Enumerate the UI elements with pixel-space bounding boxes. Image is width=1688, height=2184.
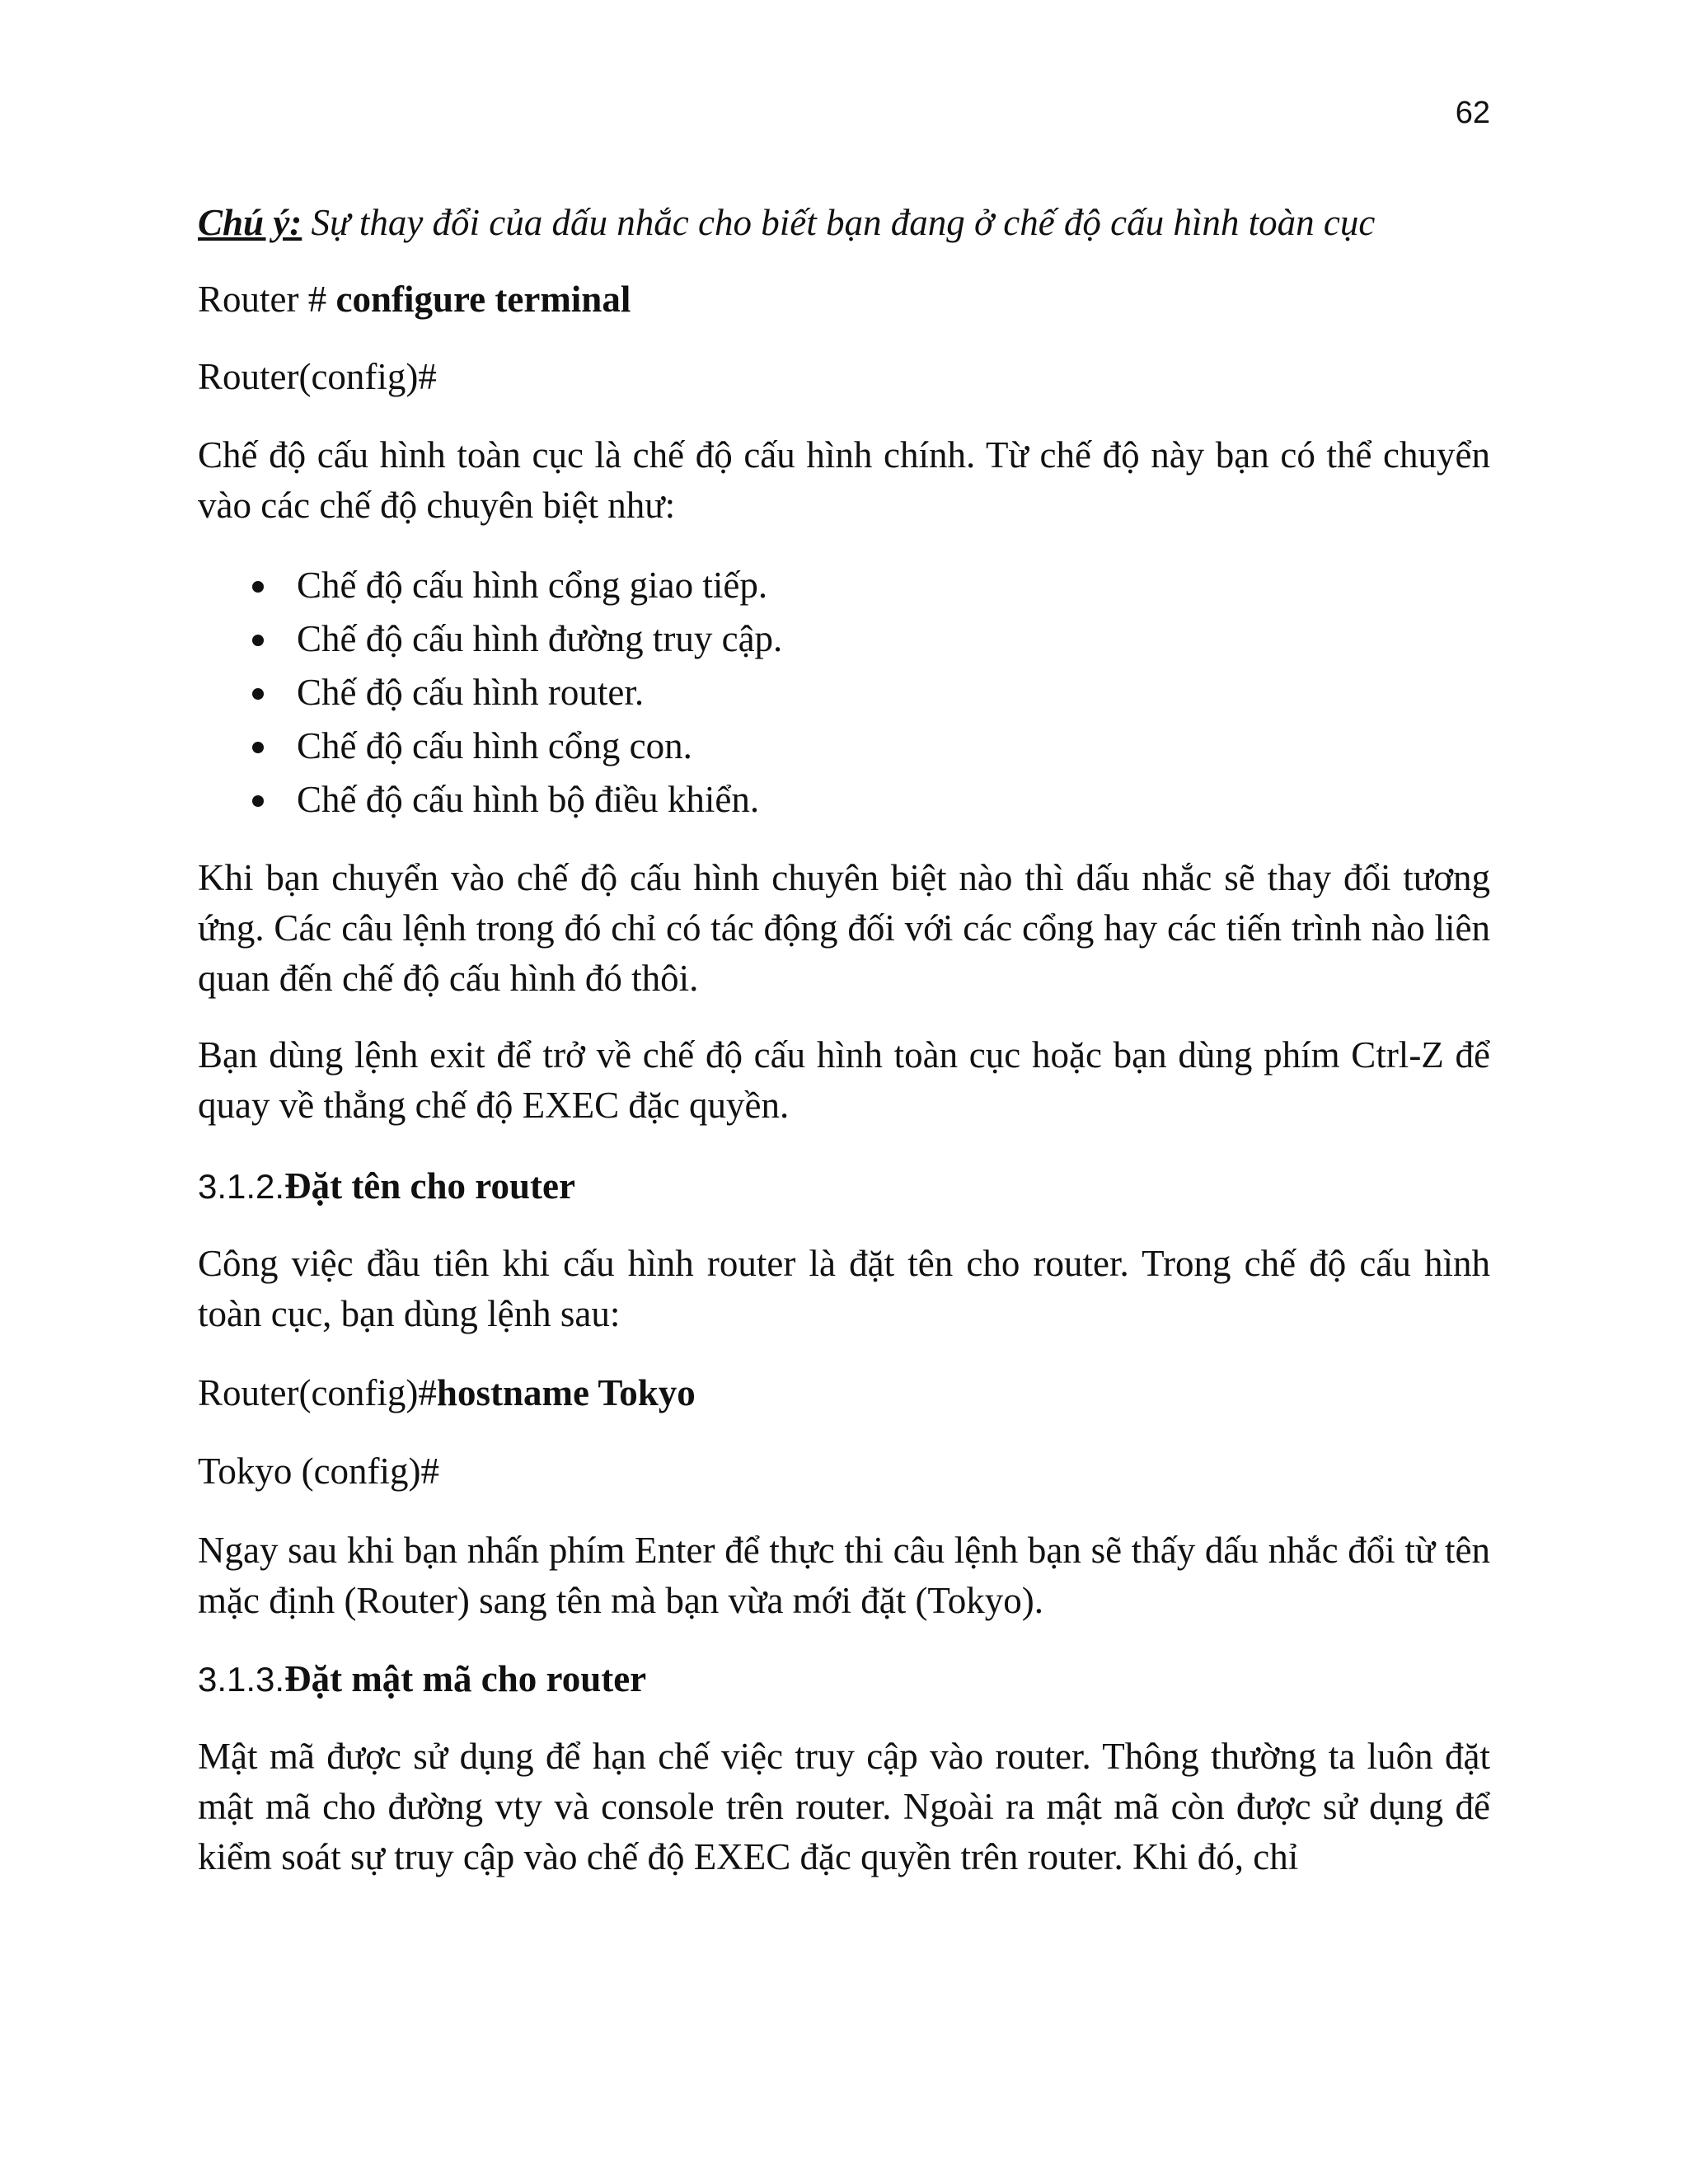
list-item-text: Chế độ cấu hình router. xyxy=(297,672,645,713)
bullet-icon xyxy=(252,742,264,753)
bullet-icon xyxy=(252,688,264,700)
paragraph-hostname-result: Ngay sau khi bạn nhấn phím Enter để thực thi câu lệnh bạn sẽ thấy dấu nhắc đổi từ tên mặc định (Router) sang tên mà bạn vừa mới đặt (Tokyo). xyxy=(198,1530,1490,1621)
command-prompt: Router(config)# xyxy=(198,1372,437,1413)
section-title: Đặt mật mã cho router xyxy=(284,1658,647,1699)
list-item xyxy=(198,668,1490,721)
list-item xyxy=(198,560,1490,614)
section-heading-3-1-2 xyxy=(198,1161,575,1220)
paragraph-global-config: Chế độ cấu hình toàn cục là chế độ cấu hình chính. Từ chế độ này bạn có thể chuyển vào các chế độ chuyên biệt như: xyxy=(198,434,1490,526)
list-item-text: Chế độ cấu hình đường truy cập. xyxy=(297,618,783,659)
tokyo-prompt-line: Tokyo (config)# xyxy=(198,1451,440,1492)
bullet-icon xyxy=(252,635,264,646)
command-hostname xyxy=(198,1368,1490,1418)
note-text: Sự thay đổi của dấu nhắc cho biết bạn đang ở chế độ cấu hình toàn cục xyxy=(302,202,1376,243)
section-title: Đặt tên cho router xyxy=(284,1165,575,1207)
section-number: 3.1.3. xyxy=(198,1660,285,1699)
note-paragraph xyxy=(198,198,1490,248)
list-item-text: Chế độ cấu hình cổng giao tiếp. xyxy=(297,565,768,606)
command-configure-terminal xyxy=(198,274,1490,325)
bullet-icon xyxy=(252,581,264,593)
config-mode-list xyxy=(198,560,1490,828)
list-item-text: Chế độ cấu hình cổng con. xyxy=(297,725,692,766)
paragraph-exit-command: Bạn dùng lệnh exit để trở về chế độ cấu hình toàn cục hoặc bạn dùng phím Ctrl-Z để quay về thẳng chế độ EXEC đặc quyền. xyxy=(198,1034,1490,1126)
paragraph-specific-modes: Khi bạn chuyển vào chế độ cấu hình chuyên biệt nào thì dấu nhắc sẽ thay đổi tương ứng. Các câu lệnh trong đó chỉ có tác động đối với các cổng hay các tiến trình nào liên quan đến chế độ cấu hình đó thôi. xyxy=(198,857,1490,999)
command-text: hostname Tokyo xyxy=(436,1372,696,1413)
paragraph-password-intro: Mật mã được sử dụng để hạn chế việc truy cập vào router. Thông thường ta luôn đặt mật mã cho đường vty và console trên router. Ngoài ra mật mã còn được sử dụng để kiểm soát sự truy cập vào chế độ EXEC đặc quyền trên router. Khi đó, chỉ xyxy=(198,1736,1490,1877)
paragraph-hostname-intro: Công việc đầu tiên khi cấu hình router là đặt tên cho router. Trong chế độ cấu hình toàn cục, bạn dùng lệnh sau: xyxy=(198,1243,1490,1334)
document-page xyxy=(198,0,1490,2184)
section-heading-3-1-3 xyxy=(198,1654,646,1713)
command-prompt: Router # xyxy=(198,279,336,320)
list-item-text: Chế độ cấu hình bộ điều khiển. xyxy=(297,779,760,820)
note-label: Chú ý: xyxy=(198,202,302,243)
list-item xyxy=(198,614,1490,668)
list-item xyxy=(198,721,1490,775)
bullet-icon xyxy=(252,795,264,807)
config-prompt-line: Router(config)# xyxy=(198,356,437,397)
section-number: 3.1.2. xyxy=(198,1167,285,1206)
command-text: configure terminal xyxy=(335,279,631,320)
list-item xyxy=(198,775,1490,828)
page-number: 62 xyxy=(1455,96,1490,130)
